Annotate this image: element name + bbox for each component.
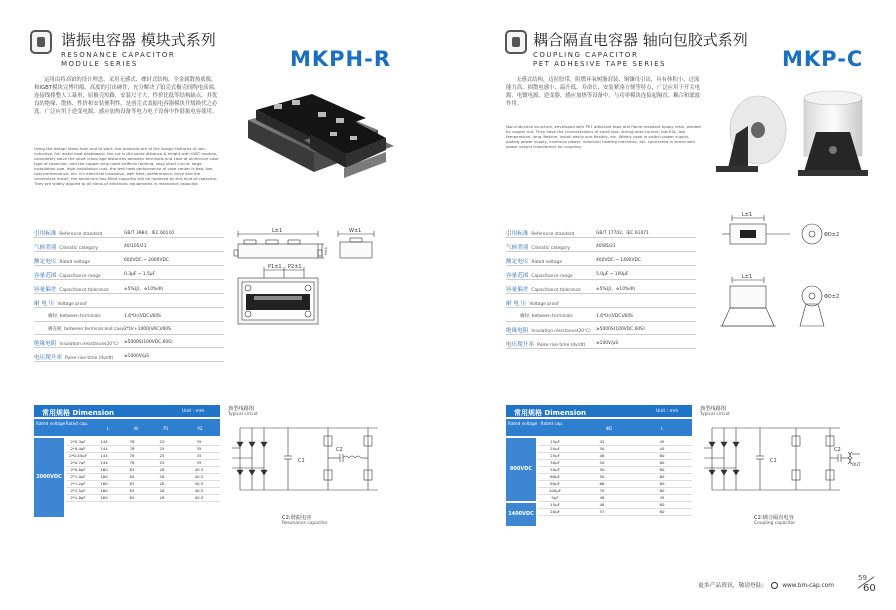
- left-description-en: Using the design ideas from end to start, the products are of the design features of non-inductive, full metal heat baseboard, the cut is the same distance & height with IGBT module, completely solve the short creep age distances between terminals and case of aluminum case type of capacitor, and the copper strip need artificial forming, easy short circuit, large installation size, high installation cost, the well heat performance of case center is bad, low cost performance, etc. It's electrical insulation, well heat, performance, price and the convenient install, the aluminum box filled capacitor will be replaced by this kind of capacitor. They are widely applied to all kinds of electronic equipments in resonance capacitor.: [34, 146, 219, 186]
- left-circuit-c1: C1: [298, 458, 305, 464]
- spec-key-en: Voltage proof: [529, 302, 559, 307]
- spec-key-cn: 容量偏差: [34, 287, 57, 293]
- table-cell: 35: [178, 459, 220, 466]
- left-circuit-caption-en: Resonance capacitor: [282, 521, 328, 526]
- table-row: [538, 473, 692, 480]
- table-cell: 80μF: [538, 480, 572, 487]
- spec-key-cn: 电压爬升率: [34, 355, 62, 361]
- table-cell: 30μF: [538, 459, 572, 466]
- spec-key-cn: 绝缘电阻: [34, 341, 57, 347]
- table-cell: 45: [632, 494, 692, 501]
- table-row: [538, 438, 692, 445]
- left-circuit-caption-cn: C2:谐振电容: [282, 515, 312, 521]
- left-circuit-title-en: Typical circuit: [228, 412, 258, 417]
- table-row: [538, 487, 692, 494]
- spec-key: [520, 313, 573, 319]
- right-description-en: Non-inductive structure, enveloped with PET adhesive tape and flame-resistant epoxy resin, welded by copper nut. They have the characteristics of small size, strong over-current, low ESL, low temperature, long lifetime, install easily and flexibly, etc. Widely used in switch power supply, plating power supply, inversion power, induction heating machines, etc. connected in series with power output transformer for coupling.: [506, 124, 701, 149]
- table-cell: 78: [118, 438, 146, 445]
- spec-value: GB/T 3984、IEC 60110: [124, 231, 175, 236]
- table-cell: 20μF: [538, 508, 572, 515]
- page-number-bottom: 60: [863, 583, 876, 594]
- right-circuit-caption-en: Coupling capacitor: [754, 521, 796, 526]
- spec-value: 40/85/21: [596, 244, 616, 249]
- left-table-columns: [34, 419, 220, 436]
- spec-value: ≥5000S(100VDC,60S): [124, 340, 173, 345]
- spec-key: [506, 285, 581, 293]
- table-cell: 2*0.45μF: [66, 452, 90, 459]
- left-table-unit: Unit : mm: [182, 409, 205, 414]
- module-capacitor-photo: [226, 76, 394, 190]
- table-cell: 45: [632, 445, 692, 452]
- spec-row: [34, 256, 224, 266]
- spec-key-cn: 引用标准: [506, 231, 529, 237]
- spec-value: 1.6*Ur(VDC)/60S: [596, 314, 633, 319]
- left-table-title: 常用规格 Dimension: [42, 409, 115, 417]
- spec-value: 5.0μF ~ 100μF: [596, 272, 629, 277]
- left-circuit-diagram: [228, 418, 393, 510]
- left-circuit-c2: C2: [336, 447, 343, 453]
- spec-key: [506, 326, 591, 334]
- right-circuit-diagram: [700, 418, 870, 510]
- table-cell: 60: [632, 487, 692, 494]
- spec-key-en: Capacitance range: [531, 274, 573, 279]
- spec-key-en: Capacitance tolerance: [59, 288, 109, 293]
- right-col-l: L: [660, 426, 664, 431]
- right-circuit-c2: C2: [834, 447, 841, 453]
- table-cell: 60: [632, 508, 692, 515]
- footer-url[interactable]: www.bm-cap.com: [782, 583, 834, 589]
- spec-key-en: Reference standard: [59, 232, 103, 237]
- spec-row: [34, 312, 224, 322]
- spec-value: ±5%(J)、±10%(K): [596, 287, 636, 292]
- table-cell: 28: [146, 473, 178, 480]
- table-row: [538, 452, 692, 459]
- spec-row: [34, 298, 224, 308]
- table-cell: 60: [632, 466, 692, 473]
- spec-row: [506, 256, 696, 266]
- left-model-name: MKPH-R: [290, 47, 392, 71]
- right-table-columns: [506, 419, 692, 436]
- spec-key-cn: 极间: [48, 314, 57, 319]
- spec-key: [48, 313, 101, 319]
- right-title-en-1: COUPLING CAPACITOR: [533, 51, 639, 59]
- footer-label: 更多产品资讯，敬请登陆：: [698, 583, 768, 589]
- spec-key-en: Rated voltage: [531, 260, 563, 265]
- spec-key-cn: 气候类别: [34, 245, 57, 251]
- left-dim-l: L±1: [272, 228, 283, 234]
- table-cell: 78: [118, 445, 146, 452]
- right-voltage-label-1: 800VDC: [506, 438, 536, 501]
- left-col-cap: Rated cap.: [65, 421, 89, 426]
- right-col-voltage: Rated voltage: [508, 421, 538, 426]
- spec-key: [34, 271, 101, 279]
- right-description-cn: 无感式结构，迈拉胶带，阻燃环氧树脂封装，铜镶母引出，具有体积小、过流能力高、损散电感小、温升低、寿命长、安装紧凑方便等特点，广泛应用于开关电源、电镀电源、逆变器、感应加热等设备中，与功率模块连接起隔直、耦合和滤波作用。: [506, 77, 701, 107]
- table-cell: 35: [178, 438, 220, 445]
- table-cell: 28: [146, 487, 178, 494]
- table-cell: 160: [90, 487, 118, 494]
- brand-logo-icon-right: [505, 30, 527, 54]
- table-row: [66, 438, 220, 445]
- spec-value: 1.6*Ur(VDC)/60S: [124, 314, 161, 319]
- spec-row: [506, 228, 696, 238]
- table-cell: 48: [572, 452, 632, 459]
- table-cell: 160: [90, 480, 118, 487]
- left-col-p2: P2: [197, 426, 203, 431]
- table-row: [538, 494, 692, 501]
- left-spec-table: [66, 438, 220, 502]
- right-table-header: [506, 405, 692, 417]
- spec-row: [34, 284, 224, 294]
- spec-key-en: between terminals: [59, 314, 101, 319]
- table-cell: 144: [90, 459, 118, 466]
- right-voltage-label-2: 1400VDC: [506, 503, 536, 526]
- left-dim-h: H±1: [324, 247, 328, 255]
- table-cell: 40.5: [178, 494, 220, 501]
- spec-row: [34, 242, 224, 252]
- spec-row: [506, 298, 696, 308]
- spec-key-cn: 容量范围: [34, 273, 57, 279]
- spec-row: [506, 242, 696, 252]
- coupling-capacitor-photo: [706, 76, 874, 180]
- table-cell: 160: [90, 473, 118, 480]
- right-circuit-title-cn: 典型线路图: [700, 406, 726, 412]
- spec-row: [34, 228, 224, 238]
- table-row: [66, 494, 220, 501]
- table-row: [538, 501, 692, 508]
- left-description-cn: 运用由将高铂的设计理念，采用无感式、叠封式结构，全金属散热底板，和IGBT模块完博用船、高度的引出硬件，充分解决了铂壳式极壳间陶电高端，连接线排整人工暴形，原极壳短路，安装尺寸大，性价比低等结构缺点，其优良的绝缘、散热、性价和安装便利性，是创壳式盖振电容器模块升级换代之必选。广泛应用于逆变电源、感应加热设备等电力电子设备中作谐振电容使用。: [34, 77, 220, 115]
- table-cell: 35: [178, 452, 220, 459]
- spec-key: [34, 339, 119, 347]
- spec-value: ≥1000V/μS: [124, 354, 149, 359]
- table-cell: 35: [178, 445, 220, 452]
- spec-row: [506, 312, 696, 322]
- spec-value: 40/105/21: [124, 244, 147, 249]
- left-dim-w: W±1: [349, 228, 362, 234]
- spec-key-cn: 额定电压: [34, 259, 57, 265]
- table-cell: 2*0.4μF: [66, 445, 90, 452]
- spec-key: [34, 285, 109, 293]
- table-row: [66, 487, 220, 494]
- table-cell: 40.5: [178, 473, 220, 480]
- spec-key-en: Insulation resistance(20℃): [59, 342, 119, 347]
- table-cell: 2*1.0μF: [66, 473, 90, 480]
- table-cell: 48: [572, 501, 632, 508]
- page-number-top: 59: [858, 574, 867, 582]
- left-col-p1: P1: [163, 426, 169, 431]
- spec-value: 2*Ur+1000(VAC)/60S: [124, 327, 171, 332]
- spec-key-en: between terminals: [531, 314, 573, 319]
- table-cell: 2*0.3μF: [66, 438, 90, 445]
- spec-key-cn: 极壳间: [48, 327, 62, 332]
- table-cell: 50μF: [538, 466, 572, 473]
- table-cell: 160: [90, 494, 118, 501]
- spec-key-en: Climatic category: [531, 246, 571, 251]
- table-row: [538, 508, 692, 515]
- table-cell: 2*1.5μF: [66, 487, 90, 494]
- spec-row: [506, 339, 696, 349]
- spec-key-en: Pulse rise time (dv/dt): [536, 343, 586, 348]
- spec-row: [34, 325, 224, 335]
- spec-row: [506, 284, 696, 294]
- table-row: [538, 466, 692, 473]
- left-dim-p2: P2±1: [288, 264, 302, 270]
- spec-key-en: Capacitance range: [59, 274, 101, 279]
- left-col-w: W: [133, 426, 139, 431]
- table-cell: 25: [146, 459, 178, 466]
- spec-key-en: Voltage proof: [57, 302, 87, 307]
- spec-key: [506, 340, 585, 348]
- table-cell: 2*1.2μF: [66, 480, 90, 487]
- table-cell: 28: [146, 466, 178, 473]
- table-row: [66, 473, 220, 480]
- table-cell: 28: [146, 480, 178, 487]
- table-cell: 40.5: [178, 466, 220, 473]
- table-cell: 50: [572, 473, 632, 480]
- table-cell: 144: [90, 445, 118, 452]
- right-table-title: 常用规格 Dimension: [514, 409, 587, 417]
- table-cell: 83: [118, 494, 146, 501]
- table-cell: 70: [572, 487, 632, 494]
- table-cell: 144: [90, 438, 118, 445]
- left-dim-p1: P1±1: [268, 264, 282, 270]
- right-spec-list: [506, 228, 696, 358]
- spec-key: [48, 326, 124, 332]
- spec-value: 600VDC ~ 2000VDC: [124, 258, 169, 263]
- spec-row: [506, 325, 696, 335]
- left-title-en-1: RESONANCE CAPACITOR: [61, 51, 176, 59]
- left-spec-list: [34, 228, 224, 368]
- spec-key: [506, 299, 559, 307]
- table-cell: 48: [572, 494, 632, 501]
- spec-key: [506, 271, 573, 279]
- spec-key-cn: 耐 电 压: [506, 301, 527, 307]
- spec-key-cn: 额定电压: [506, 259, 529, 265]
- spec-value: ≥5000S(100VDC,60S): [596, 327, 645, 332]
- table-cell: 83: [118, 480, 146, 487]
- right-table-unit: Unit : mm: [656, 409, 679, 414]
- spec-key-cn: 绝缘电阻: [506, 328, 529, 334]
- right-circuit-caption-cn: C2:耦合隔直电容: [754, 515, 794, 521]
- right-dim-l-top: L±1: [742, 212, 753, 218]
- right-circuit-out: OUT: [852, 462, 861, 467]
- table-cell: 57: [572, 508, 632, 515]
- table-row: [538, 459, 692, 466]
- spec-value: ±5%(J)、±10%(K): [124, 287, 164, 292]
- table-cell: 20μF: [538, 445, 572, 452]
- table-row: [538, 480, 692, 487]
- table-row: [66, 466, 220, 473]
- spec-key-cn: 电压爬升率: [506, 342, 534, 348]
- table-cell: 144: [90, 452, 118, 459]
- table-cell: 15μF: [538, 438, 572, 445]
- spec-key: [34, 243, 98, 251]
- table-cell: 45: [632, 438, 692, 445]
- right-model-name: MKP-C: [782, 47, 864, 71]
- table-cell: 60: [632, 473, 692, 480]
- right-circuit-c1: C1: [770, 458, 777, 464]
- right-dim-d-bottom: ΦD±2: [824, 294, 840, 300]
- spec-key: [34, 257, 90, 265]
- table-cell: 42: [572, 438, 632, 445]
- spec-key-en: Pulse rise time (dv/dt): [64, 356, 114, 361]
- right-dim-l-bottom: L±1: [742, 274, 753, 280]
- spec-key-en: Rated voltage: [59, 260, 91, 265]
- right-dimension-drawing: [720, 206, 880, 336]
- spec-row: [506, 270, 696, 280]
- table-cell: 83: [118, 487, 146, 494]
- spec-value: ≥100V/μS: [596, 341, 619, 346]
- table-cell: 50: [572, 466, 632, 473]
- table-cell: 50: [572, 445, 632, 452]
- left-title-cn: 谐振电容器 模块式系列: [61, 31, 216, 49]
- table-cell: 25: [146, 445, 178, 452]
- left-table-header: [34, 405, 220, 417]
- right-title-cn: 耦合隔直电容器 轴向包胶式系列: [533, 31, 748, 49]
- left-col-voltage: Rated voltage: [36, 421, 66, 426]
- right-col-d: ΦD: [605, 426, 613, 431]
- left-circuit-title-cn: 典型线路图: [228, 406, 254, 412]
- table-cell: 160: [90, 466, 118, 473]
- spec-key: [34, 229, 102, 237]
- spec-value: GB/T 17702、IEC 61071: [596, 231, 649, 236]
- table-cell: 25μF: [538, 452, 572, 459]
- spec-key-cn: 引用标准: [34, 231, 57, 237]
- globe-icon: [771, 582, 778, 589]
- table-cell: 40.5: [178, 480, 220, 487]
- table-cell: 60μF: [538, 473, 572, 480]
- spec-key-cn: 容量偏差: [506, 287, 529, 293]
- table-cell: 60: [632, 459, 692, 466]
- table-row: [66, 480, 220, 487]
- table-row: [66, 452, 220, 459]
- table-cell: 2*0.7μF: [66, 459, 90, 466]
- table-cell: 100μF: [538, 487, 572, 494]
- right-circuit-title-en: Typical circuit: [700, 412, 730, 417]
- spec-key: [506, 229, 574, 237]
- spec-key-cn: 耐 电 压: [34, 301, 55, 307]
- left-voltage-label: 2000VDC: [34, 438, 64, 517]
- table-cell: 28: [146, 494, 178, 501]
- spec-key-cn: 极间: [520, 314, 529, 319]
- table-row: [66, 445, 220, 452]
- table-cell: 83: [118, 466, 146, 473]
- spec-key-cn: 气候类别: [506, 245, 529, 251]
- table-cell: 15μF: [538, 501, 572, 508]
- spec-key: [506, 243, 570, 251]
- left-dimension-drawing: [232, 222, 392, 334]
- table-cell: 60: [632, 501, 692, 508]
- table-cell: 78: [118, 459, 146, 466]
- brand-logo-icon: [30, 30, 52, 54]
- spec-row: [34, 352, 224, 362]
- table-row: [66, 459, 220, 466]
- spec-key-en: between terminal and case: [64, 327, 125, 332]
- table-cell: 25: [146, 452, 178, 459]
- spec-row: [34, 270, 224, 280]
- spec-key-cn: 容量范围: [506, 273, 529, 279]
- table-cell: 40.5: [178, 487, 220, 494]
- spec-key-en: Climatic category: [59, 246, 99, 251]
- table-cell: 2*1.8μF: [66, 494, 90, 501]
- right-dim-d-top: ΦD±2: [824, 232, 840, 238]
- table-cell: 78: [118, 452, 146, 459]
- spec-key: [506, 257, 562, 265]
- left-col-l: L: [106, 426, 110, 431]
- spec-key-en: Insulation resistance(20℃): [531, 329, 591, 334]
- table-cell: 60: [632, 452, 692, 459]
- table-cell: 66: [572, 480, 632, 487]
- right-spec-table: [538, 438, 692, 516]
- footer-text: [698, 580, 834, 589]
- spec-value: 0.3μF ~ 1.5μF: [124, 272, 156, 277]
- spec-key-en: Capacitance tolerance: [531, 288, 581, 293]
- spec-key: [34, 299, 87, 307]
- table-cell: 50: [572, 459, 632, 466]
- table-cell: 5μF: [538, 494, 572, 501]
- right-title-en-2: PET ADHESIVE TAPE SERIES: [533, 60, 667, 68]
- spec-key-en: Reference standard: [531, 232, 575, 237]
- table-cell: 60: [632, 480, 692, 487]
- spec-row: [34, 338, 224, 348]
- table-cell: 2*0.8μF: [66, 466, 90, 473]
- spec-key: [34, 353, 113, 361]
- table-cell: 25: [146, 438, 178, 445]
- table-cell: 83: [118, 473, 146, 480]
- left-title-en-2: MODULE SERIES: [61, 60, 138, 68]
- spec-value: 400VDC ~ 1400VDC: [596, 258, 641, 263]
- table-row: [538, 445, 692, 452]
- right-col-cap: Rated cap.: [540, 421, 564, 426]
